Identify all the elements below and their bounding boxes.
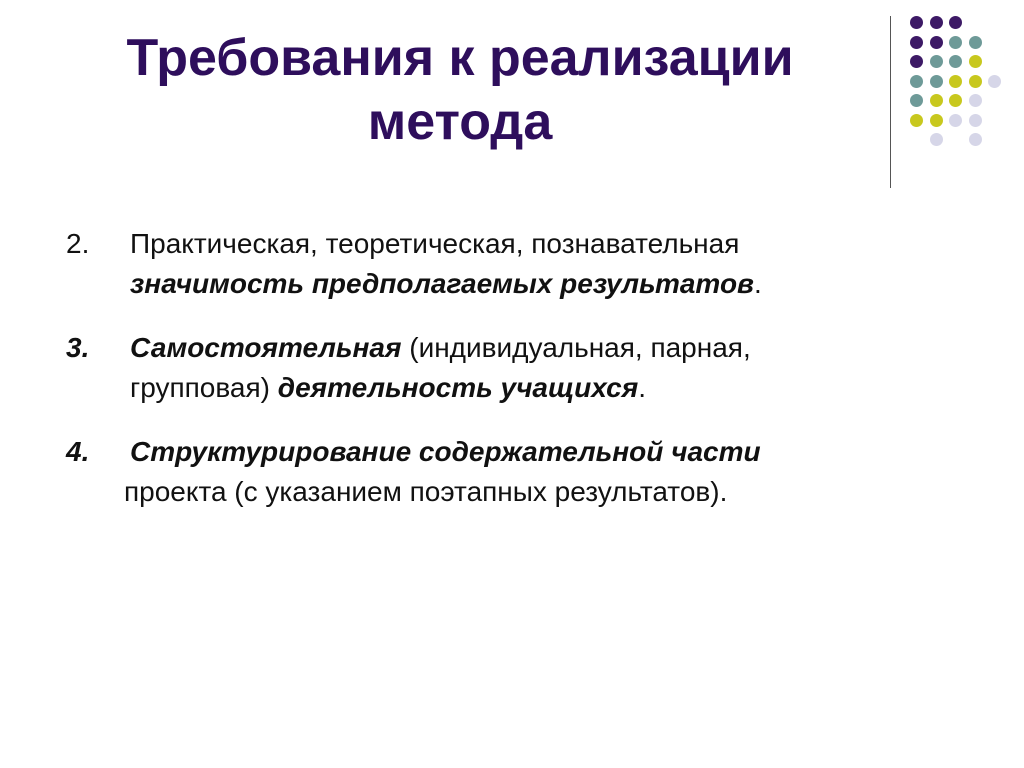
decor-dot (910, 114, 923, 127)
decor-dot (969, 36, 982, 49)
decor-dot (930, 75, 943, 88)
decor-dot (949, 75, 962, 88)
list-text: групповая) (130, 372, 278, 403)
list-emphasis: Структурирование содержательной части (130, 436, 761, 467)
slide-body (66, 224, 966, 512)
slide-title (40, 26, 880, 154)
decor-dot (910, 75, 923, 88)
list-item-2 (66, 224, 966, 304)
list-number: 4. (66, 436, 90, 467)
decor-dot (949, 36, 962, 49)
decor-dot (930, 36, 943, 49)
list-emphasis: деятельность учащихся (277, 372, 639, 403)
decor-dot (949, 94, 962, 107)
decor-dot (910, 55, 923, 68)
list-text: Практическая, теоретическая, познавательная (130, 228, 740, 259)
decor-dot (949, 55, 962, 68)
decor-dot (969, 55, 982, 68)
list-tail: . (638, 372, 646, 403)
list-emphasis: Самостоятельная (130, 332, 402, 363)
list-item-3 (66, 328, 966, 408)
list-continuation: проекта (с указанием поэтапных результатов). (124, 476, 728, 507)
list-number: 2. (66, 228, 90, 259)
decor-dot (910, 94, 923, 107)
decor-dot (930, 16, 943, 29)
decorative-dot-grid (900, 12, 1010, 172)
slide-title-line-1: Требования к реализации (126, 29, 794, 87)
decor-dot (930, 133, 943, 146)
list-number: 3. (66, 332, 90, 363)
decor-dot (988, 75, 1001, 88)
list-tail: . (753, 268, 762, 299)
decor-dot (969, 75, 982, 88)
decor-dot (930, 114, 943, 127)
decor-dot (949, 114, 962, 127)
vertical-divider (890, 16, 891, 188)
decor-dot (969, 94, 982, 107)
list-item-4 (66, 432, 966, 512)
list-text: (индивидуальная, парная, (401, 332, 751, 363)
decor-dot (930, 55, 943, 68)
decor-dot (949, 16, 962, 29)
decor-dot (969, 133, 982, 146)
decor-dot (910, 36, 923, 49)
decor-dot (910, 16, 923, 29)
slide-title-line-2: метода (367, 93, 553, 151)
decor-dot (969, 114, 982, 127)
list-emphasis: значимость предполагаемых результатов (130, 268, 754, 299)
decor-dot (930, 94, 943, 107)
